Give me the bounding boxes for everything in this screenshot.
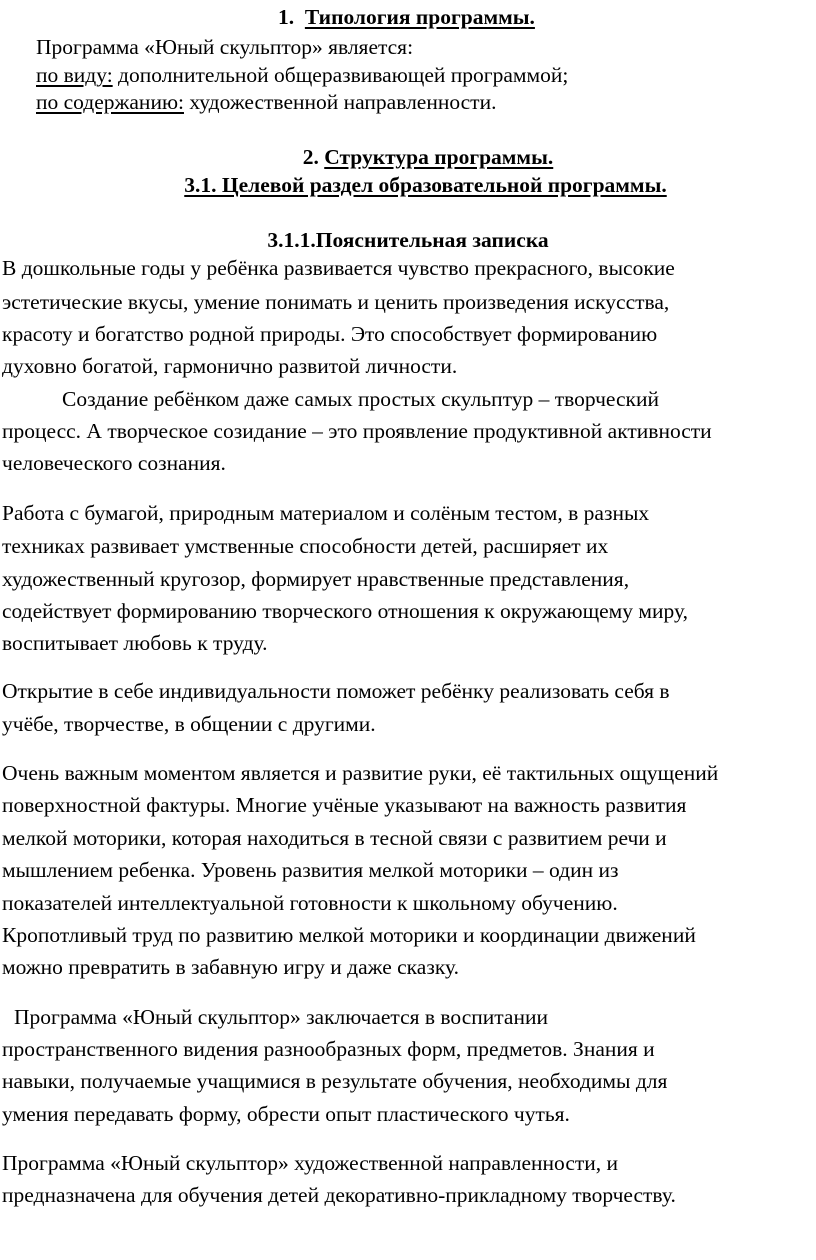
line3-text: художественной направленности. [189,90,497,114]
paragraph-5-line-7: можно превратить в забавную игру и даже сказку. [2,955,459,979]
paragraph-4-line-1: Открытие в себе индивидуальности поможет ребёнку реализовать себя в [2,679,670,703]
paragraph-3-line-1: Работа с бумагой, природным материалом и солёным тестом, в разных [2,501,650,525]
section1-line3 [36,89,496,115]
paragraph-1-line-4: духовно богатой, гармонично развитой личности. [2,354,458,378]
section1-heading: Типология программы. [304,5,535,29]
paragraph-7-line-2: предназначена для обучения детей декоративно-прикладному творчеству. [2,1183,676,1207]
paragraph-7-line-1: Программа «Юный скульптор» художественной направленности, и [2,1151,619,1175]
sub-heading: 3.1. Целевой раздел образовательной программы. [184,173,667,197]
paragraph-2-line-2: процесс. А творческое созидание – это проявление продуктивной активности [2,419,712,443]
paragraph-5-line-5: показателей интеллектуальной готовности к школьному обучению. [2,891,618,915]
line2-text: дополнительной общеразвивающей программой; [118,63,569,87]
section1-line2 [36,62,568,88]
paragraph-4-line-2: учёбе, творчестве, в общении с другими. [2,712,376,736]
paragraph-5-line-3: мелкой моторики, которая находиться в тесной связи с развитием речи и [2,826,667,850]
paragraph-3-line-3: художественный кругозор, формирует нравственные представления, [2,567,630,591]
paragraph-5-line-2: поверхностной фактуры. Многие учёные указывают на важность развития [2,793,687,817]
paragraph-3-line-5: воспитывает любовь к труду. [2,631,268,655]
paragraph-6-line-2: пространственного видения разнообразных форм, предметов. Знания и [2,1037,655,1061]
paragraph-6-line-3: навыки, получаемые учащимися в результате обучения, необходимы для [2,1069,668,1093]
paragraph-3-line-4: содействует формированию творческого отношения к окружающему миру, [2,599,688,623]
section1-number: 1. [278,5,295,29]
paragraph-2-line-1: Создание ребёнком даже самых простых скульптур – творческий [62,387,660,411]
paragraph-1-line-3: красоту и богатство родной природы. Это способствует формированию [2,322,658,346]
paragraph-6-line-1: Программа «Юный скульптор» заключается в воспитании [14,1005,548,1029]
note-heading: 3.1.1.Пояснительная записка [267,228,549,252]
paragraph-1-line-2: эстетические вкусы, умение понимать и ценить произведения искусства, [2,290,670,314]
paragraph-5-line-4: мышлением ребенка. Уровень развития мелкой моторики – один из [2,858,619,882]
paragraph-3-line-2: техниках развивает умственные способности детей, расширяет их [2,534,609,558]
paragraph-6-line-4: умения передавать форму, обрести опыт пластического чутья. [2,1102,570,1126]
line3-label: по содержанию: [36,90,184,114]
section2-heading: Структура программы. [324,145,554,169]
section2-title [0,144,816,170]
section1-line1: Программа «Юный скульптор» является: [36,35,414,59]
section2-number: 2. [302,145,319,169]
section1-title [278,4,535,30]
line2-label: по виду: [36,63,113,87]
paragraph-2-line-3: человеческого сознания. [2,451,226,475]
paragraph-5-line-6: Кропотливый труд по развитию мелкой моторики и координации движений [2,923,696,947]
paragraph-1-line-1: В дошкольные годы у ребёнка развивается чувство прекрасного, высокие [2,256,675,280]
paragraph-5-line-1: Очень важным моментом является и развитие руки, её тактильных ощущений [2,761,719,785]
